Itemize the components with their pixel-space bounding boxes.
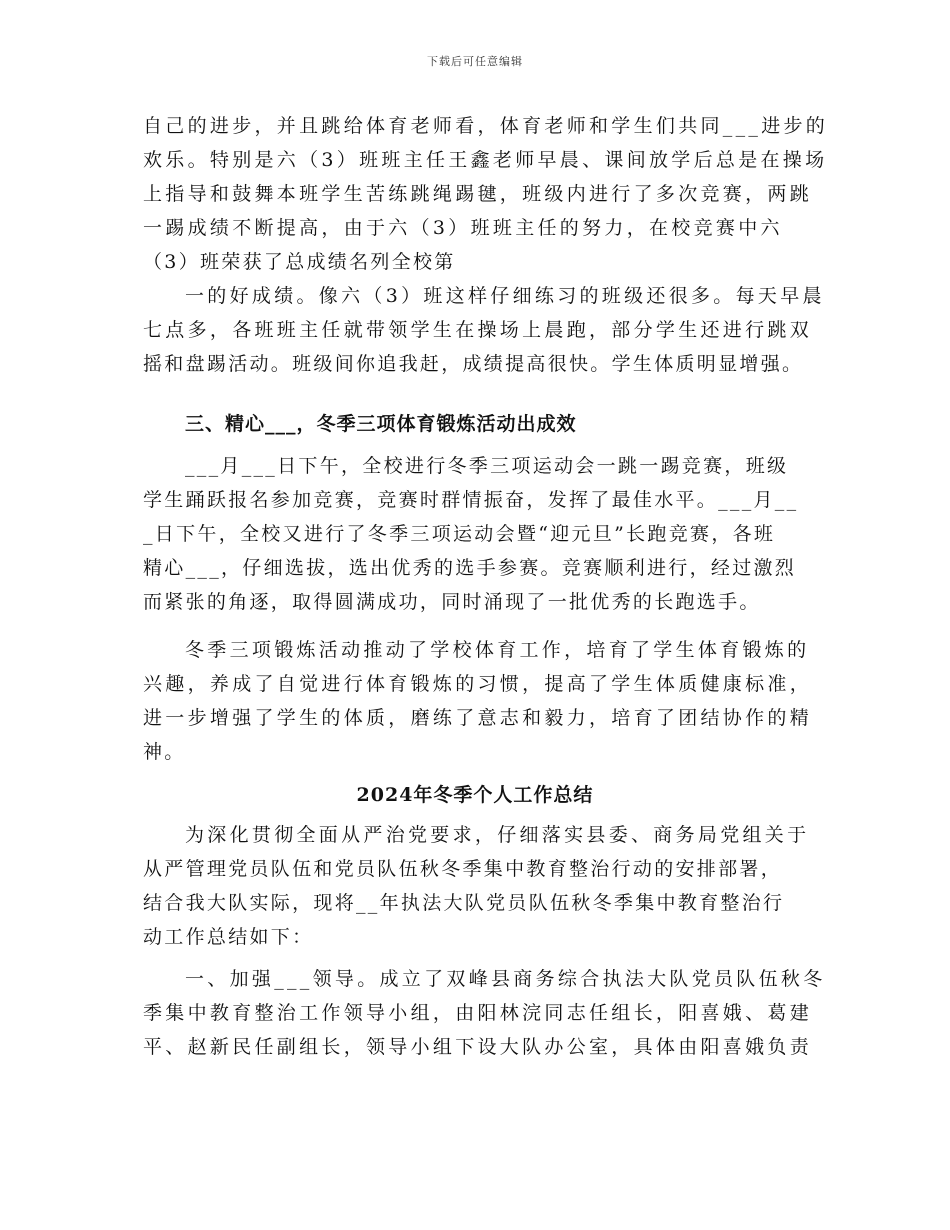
paragraph-line: 欢乐。特别是六（3）班班主任王鑫老师早晨、课间放学后总是在操场 bbox=[143, 149, 828, 171]
document-title: 2024年冬季个人工作总结 bbox=[356, 784, 594, 806]
paragraph-line: _日下午，全校又进行了冬季三项运动会暨“迎元旦”长跑竞赛，各班 bbox=[143, 523, 776, 545]
paragraph-line: 自己的进步，并且跳给体育老师看，体育老师和学生们共同___进步的 bbox=[143, 115, 829, 137]
paragraph-line: 兴趣，养成了自觉进行体育锻炼的习惯，提高了学生体质健康标准， bbox=[143, 673, 813, 695]
paragraph-line: 精心___，仔细选拔，选出优秀的选手参赛。竞赛顺利进行，经过激烈 bbox=[143, 557, 797, 579]
paragraph-line: 七点多，各班班主任就带领学生在操场上晨跑，部分学生还进行跳双 bbox=[143, 319, 813, 341]
paragraph-line: 从严管理党员队伍和党员队伍秋冬季集中教育整治行动的安排部署， bbox=[143, 858, 783, 880]
paragraph-line: ___月___日下午，全校进行冬季三项运动会一跳一踢竞赛，班级 bbox=[185, 455, 789, 477]
paragraph-line: 冬季三项锻炼活动推动了学校体育工作，培育了学生体育锻炼的 bbox=[185, 639, 810, 661]
paragraph-line: 一、加强___领导。成立了双峰县商务综合执法大队党员队伍秋冬 bbox=[185, 968, 826, 990]
paragraph-line: （3）班荣获了总成绩名列全校第 bbox=[143, 251, 456, 273]
paragraph-line: 一踢成绩不断提高，由于六（3）班班主任的努力，在校竞赛中六 bbox=[143, 217, 783, 239]
section-heading: 三、精心___，冬季三项体育锻炼活动出成效 bbox=[185, 413, 577, 435]
paragraph-line: 动工作总结如下： bbox=[143, 926, 314, 948]
paragraph-line: 而紧张的角逐，取得圆满成功，同时涌现了一批优秀的长跑选手。 bbox=[143, 591, 761, 613]
paragraph-line: 一的好成绩。像六（3）班这样仔细练习的班级还很多。每天早晨 bbox=[185, 285, 825, 307]
paragraph-line: 学生踊跃报名参加竞赛，竞赛时群情振奋，发挥了最佳水平。___月__ bbox=[143, 489, 799, 511]
paragraph-line: 神。 bbox=[143, 741, 186, 763]
page-header: 下载后可任意编辑 bbox=[427, 55, 523, 68]
paragraph-line: 结合我大队实际，现将__年执法大队党员队伍秋冬季集中教育整治行 bbox=[143, 892, 785, 914]
paragraph-line: 平、赵新民任副组长，领导小组下设大队办公室，具体由阳喜娥负责 bbox=[143, 1036, 813, 1058]
paragraph-line: 上指导和鼓舞本班学生苦练跳绳踢毽，班级内进行了多次竞赛，两跳 bbox=[143, 183, 813, 205]
paragraph-line: 为深化贯彻全面从严治党要求，仔细落实县委、商务局党组关于 bbox=[185, 824, 810, 846]
paragraph-line: 进一步增强了学生的体质，磨练了意志和毅力，培育了团结协作的精 bbox=[143, 707, 813, 729]
paragraph-line: 摇和盘踢活动。班级间你追我赶，成绩提高很快。学生体质明显增强。 bbox=[143, 353, 804, 375]
paragraph-line: 季集中教育整治工作领导小组，由阳林浣同志任组长，阳喜娥、葛建 bbox=[143, 1002, 813, 1024]
